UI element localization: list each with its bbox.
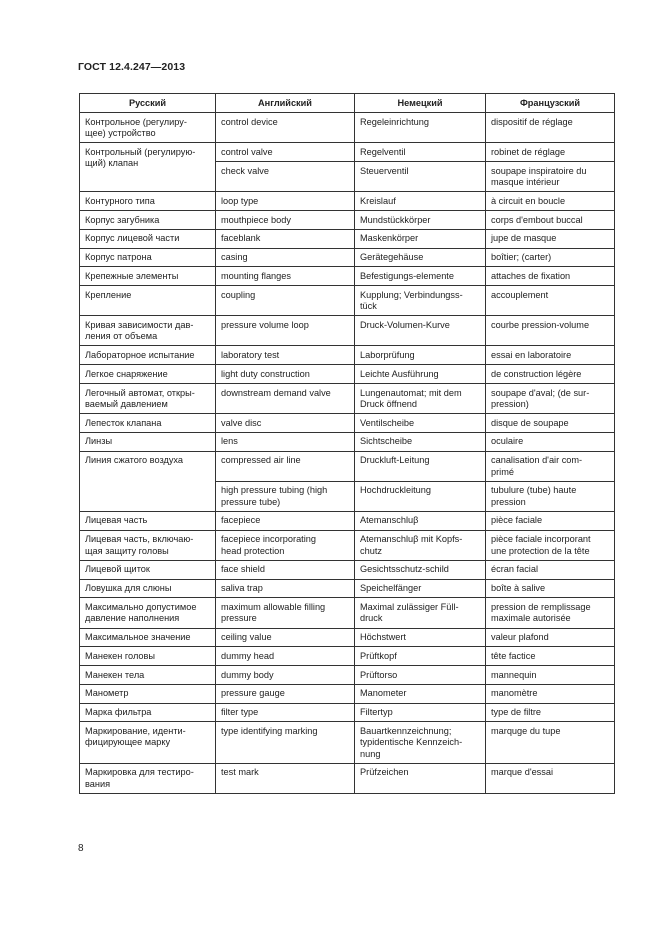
cell-russian: Лепесток клапана xyxy=(80,414,216,433)
cell-russian: Корпус патрона xyxy=(80,248,216,267)
cell-english: high pressure tubing (high pressure tube) xyxy=(216,481,355,511)
cell-german: Speichelfänger xyxy=(355,579,486,598)
table-row xyxy=(80,211,615,230)
cell-german: Kupplung; Verbindungss- tück xyxy=(355,286,486,316)
cell-french: canalisation d'air com- primé xyxy=(486,451,615,481)
cell-russian: Максимально допустимое давление наполнения xyxy=(80,598,216,628)
cell-german: Regeleinrichtung xyxy=(355,113,486,143)
cell-french: marquge du tupe xyxy=(486,722,615,763)
cell-french: accouplement xyxy=(486,286,615,316)
cell-german: Gerätegehäuse xyxy=(355,248,486,267)
cell-english: pressure gauge xyxy=(216,684,355,703)
cell-english: facepiece xyxy=(216,511,355,530)
cell-french: robinet de réglage xyxy=(486,143,615,162)
cell-russian: Максимальное значение xyxy=(80,628,216,647)
cell-russian: Марка фильтра xyxy=(80,703,216,722)
cell-german: Leichte Ausführung xyxy=(355,365,486,384)
table-row xyxy=(80,113,615,143)
cell-russian: Лицевая часть, включаю- щая защиту головы xyxy=(80,530,216,560)
cell-english: mounting flanges xyxy=(216,267,355,286)
table-row xyxy=(80,579,615,598)
cell-french: de construction légère xyxy=(486,365,615,384)
cell-german: Prüftkopf xyxy=(355,647,486,666)
table-row xyxy=(80,365,615,384)
cell-english: faceblank xyxy=(216,229,355,248)
table-header-row xyxy=(80,94,615,113)
cell-french: marque d'essai xyxy=(486,763,615,793)
table-row xyxy=(80,511,615,530)
cell-russian: Корпус загубника xyxy=(80,211,216,230)
cell-russian: Ловушка для слюны xyxy=(80,579,216,598)
cell-russian: Манометр xyxy=(80,684,216,703)
cell-russian: Линзы xyxy=(80,432,216,451)
table-body xyxy=(80,113,615,794)
table-row xyxy=(80,684,615,703)
cell-english: downstream demand valve xyxy=(216,384,355,414)
cell-french: disque de soupape xyxy=(486,414,615,433)
cell-german: Laborprüfung xyxy=(355,346,486,365)
cell-german: Bauartkennzeichnung; typidentische Kennzeich- nung xyxy=(355,722,486,763)
cell-russian: Контрольное (регулиру- щее) устройство xyxy=(80,113,216,143)
document-header: ГОСТ 12.4.247—2013 xyxy=(78,61,186,73)
cell-french: tête factice xyxy=(486,647,615,666)
cell-russian: Маркировка для тестиро- вания xyxy=(80,763,216,793)
cell-german: Prüftorso xyxy=(355,666,486,685)
cell-german: Prüfzeichen xyxy=(355,763,486,793)
cell-russian: Лицевая часть xyxy=(80,511,216,530)
cell-german: Maskenkörper xyxy=(355,229,486,248)
cell-french: type de filtre xyxy=(486,703,615,722)
cell-french: valeur plafond xyxy=(486,628,615,647)
cell-german: Regelventil xyxy=(355,143,486,162)
cell-german: Mundstückkörper xyxy=(355,211,486,230)
cell-german: Gesichtsschutz-schild xyxy=(355,560,486,579)
cell-russian: Контурного типа xyxy=(80,192,216,211)
cell-german: Atemanschluβ mit Kopfs- chutz xyxy=(355,530,486,560)
cell-english: facepiece incorporating head protection xyxy=(216,530,355,560)
page-number: 8 xyxy=(78,843,84,854)
cell-french: écran facial xyxy=(486,560,615,579)
cell-french: soupape inspiratoire du masque intérieur xyxy=(486,162,615,192)
table-row xyxy=(80,192,615,211)
cell-french: boîtier; (carter) xyxy=(486,248,615,267)
table-row xyxy=(80,384,615,414)
table-row xyxy=(80,414,615,433)
cell-english: saliva trap xyxy=(216,579,355,598)
cell-russian: Легочный автомат, откры- ваемый давлением xyxy=(80,384,216,414)
cell-german: Höchstwert xyxy=(355,628,486,647)
cell-russian: Маркирование, иденти- фицирующее марку xyxy=(80,722,216,763)
cell-french: mannequin xyxy=(486,666,615,685)
cell-english: check valve xyxy=(216,162,355,192)
cell-russian: Крепежные элементы xyxy=(80,267,216,286)
cell-french: corps d'embout buccal xyxy=(486,211,615,230)
table-row xyxy=(80,560,615,579)
cell-french: pression de remplissage maximale autorisée xyxy=(486,598,615,628)
cell-french: manomètre xyxy=(486,684,615,703)
table-row xyxy=(80,286,615,316)
cell-french: attaches de fixation xyxy=(486,267,615,286)
cell-french: courbe pression-volume xyxy=(486,316,615,346)
cell-german: Filtertyp xyxy=(355,703,486,722)
cell-german: Lungenautomat; mit dem Druck öffnend xyxy=(355,384,486,414)
table-row xyxy=(80,763,615,793)
table-row xyxy=(80,432,615,451)
table-row xyxy=(80,598,615,628)
cell-english: loop type xyxy=(216,192,355,211)
cell-french: tubulure (tube) haute pression xyxy=(486,481,615,511)
table-row xyxy=(80,628,615,647)
cell-russian: Лабораторное испытание xyxy=(80,346,216,365)
cell-russian: Манекен тела xyxy=(80,666,216,685)
cell-english: mouthpiece body xyxy=(216,211,355,230)
cell-russian: Корпус лицевой части xyxy=(80,229,216,248)
cell-russian: Легкое снаряжение xyxy=(80,365,216,384)
table-row xyxy=(80,346,615,365)
cell-english: light duty construction xyxy=(216,365,355,384)
cell-german: Maximal zulässiger Füll- druck xyxy=(355,598,486,628)
cell-english: control valve xyxy=(216,143,355,162)
cell-german: Ventilscheibe xyxy=(355,414,486,433)
cell-english: compressed air line xyxy=(216,451,355,481)
cell-french: dispositif de réglage xyxy=(486,113,615,143)
cell-german: Druck-Volumen-Kurve xyxy=(355,316,486,346)
cell-german: Atemanschluβ xyxy=(355,511,486,530)
cell-english: maximum allowable filling pressure xyxy=(216,598,355,628)
cell-french: pièce faciale incorporant une protection de la tête xyxy=(486,530,615,560)
terminology-table xyxy=(79,93,615,794)
cell-german: Sichtscheibe xyxy=(355,432,486,451)
cell-english: test mark xyxy=(216,763,355,793)
cell-french: jupe de masque xyxy=(486,229,615,248)
table-row xyxy=(80,647,615,666)
cell-english: control device xyxy=(216,113,355,143)
cell-french: oculaire xyxy=(486,432,615,451)
cell-english: pressure volume loop xyxy=(216,316,355,346)
column-header-russian: Русский xyxy=(80,94,216,113)
table-row xyxy=(80,722,615,763)
table-row xyxy=(80,229,615,248)
cell-english: valve disc xyxy=(216,414,355,433)
cell-german: Steuerventil xyxy=(355,162,486,192)
cell-german: Manometer xyxy=(355,684,486,703)
table-row xyxy=(80,666,615,685)
cell-english: laboratory test xyxy=(216,346,355,365)
table-row xyxy=(80,267,615,286)
cell-german: Druckluft-Leitung xyxy=(355,451,486,481)
cell-english: type identifying marking xyxy=(216,722,355,763)
cell-french: essai en laboratoire xyxy=(486,346,615,365)
cell-french: boîte à salive xyxy=(486,579,615,598)
cell-german: Kreislauf xyxy=(355,192,486,211)
column-header-english: Английский xyxy=(216,94,355,113)
cell-russian: Линия сжатого воздуха xyxy=(80,451,216,511)
cell-english: filter type xyxy=(216,703,355,722)
cell-english: dummy head xyxy=(216,647,355,666)
cell-russian: Лицевой щиток xyxy=(80,560,216,579)
table-row xyxy=(80,703,615,722)
cell-french: à circuit en boucle xyxy=(486,192,615,211)
cell-german: Befestigungs-elemente xyxy=(355,267,486,286)
cell-russian: Манекен головы xyxy=(80,647,216,666)
cell-german: Hochdruckleitung xyxy=(355,481,486,511)
column-header-french: Французский xyxy=(486,94,615,113)
cell-english: lens xyxy=(216,432,355,451)
cell-russian: Крепление xyxy=(80,286,216,316)
table-row xyxy=(80,451,615,481)
table-row xyxy=(80,316,615,346)
cell-russian: Контрольный (регулирую- щий) клапан xyxy=(80,143,216,192)
cell-english: face shield xyxy=(216,560,355,579)
cell-english: ceiling value xyxy=(216,628,355,647)
cell-french: pièce faciale xyxy=(486,511,615,530)
cell-russian: Кривая зависимости дав- ления от объема xyxy=(80,316,216,346)
cell-english: coupling xyxy=(216,286,355,316)
table-row xyxy=(80,143,615,162)
cell-french: soupape d'aval; (de sur- pression) xyxy=(486,384,615,414)
cell-english: dummy body xyxy=(216,666,355,685)
table-row xyxy=(80,248,615,267)
column-header-german: Немецкий xyxy=(355,94,486,113)
table-row xyxy=(80,530,615,560)
cell-english: casing xyxy=(216,248,355,267)
